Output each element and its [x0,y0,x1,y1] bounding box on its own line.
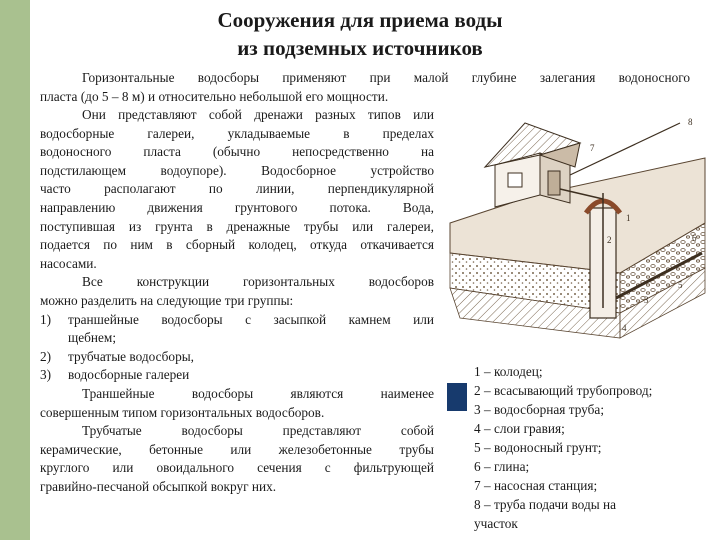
list-text-continued: щебнем; [68,330,117,346]
title-line-2: из подземных источников [237,36,483,60]
paragraph-trench [40,385,434,422]
figure-label: 1 [626,213,631,223]
legend-item: 5 – водоносный грунт; [474,440,602,455]
list-item [40,311,434,330]
intro-line-2: пласта (до 5 – 8 м) и относительно небольшой его мощности. [40,88,389,104]
text-line: Трубчатые водосборы представляют собой [82,423,434,439]
legend-item: 3 – водосборная труба; [474,402,605,417]
list-number: 3) [40,367,52,383]
figure-label: 6 [692,233,697,243]
list-text: водосборные галереи [68,367,190,383]
well-cross-section-illustration [440,103,715,353]
text-line: водоносного пласта (обычно непосредственно на [40,144,434,160]
list-item [40,348,434,367]
title-line-1: Сооружения для приема воды [217,8,503,32]
text-line: насосами. [40,255,97,271]
legend-marker [447,383,467,411]
text-line: поступившая из грунта в дренажные трубы или галереи, [40,218,434,234]
text-line: гравийно-песчаной обсыпкой вокруг них. [40,478,277,494]
list-number: 2) [40,348,52,364]
page-title [40,6,680,62]
text-line: можно разделить на следующие три группы: [40,292,294,308]
figure-label: 4 [622,323,627,333]
door-icon [548,171,560,195]
window-icon [508,173,522,187]
body-text-column [40,106,434,496]
paragraph-drains [40,106,434,273]
text-line: совершенным типом горизонтальных водосборов. [40,404,325,420]
intro-paragraph [40,69,690,106]
legend-item: 6 – глина; [474,459,530,474]
text-line: Все конструкции горизонтальных водосборов [82,274,434,290]
text-line: подается по ним в сборный колодец, откуда откачивается [40,237,434,253]
text-line: круглого или овоидального сечения с фильтрующей [40,460,434,476]
intro-line-1: Горизонтальные водосборы применяют при малой глубине залегания водоносного [82,70,690,85]
legend-item: участок [474,516,518,531]
figure-legend [474,362,714,533]
text-line: Они представляют собой дренажи разных типов или [82,107,434,122]
list-text: траншейные водосборы с засыпкой камнем или [68,311,434,327]
text-line: керамические, бетонные или железобетонные трубы [40,441,434,457]
text-line: часто располагают по линии, перпендикулярной [40,181,434,197]
text-line: подстилающем водоупоре). Водосборное устройство [40,162,434,178]
figure-label: 7 [590,143,595,153]
text-line: направлению движения грунтового потока. Вода, [40,199,434,215]
groups-list [40,311,434,385]
figure-label: 2 [607,235,612,245]
text-line: водосборные галереи, укладываемые в пределах [40,125,434,141]
paragraph-groups-intro [40,273,434,310]
list-item [40,366,434,385]
left-accent-band [0,0,30,540]
legend-item: 4 – слои гравия; [474,421,565,436]
figure-label: 5 [678,280,683,290]
legend-item: 7 – насосная станция; [474,478,598,493]
legend-item: 8 – труба подачи воды на [474,497,616,512]
legend-item: 1 – колодец; [474,364,543,379]
figure-label: 8 [688,117,693,127]
paragraph-tubular [40,422,434,496]
text-line: Траншейные водосборы являются наименее [82,385,434,401]
legend-item: 2 – всасывающий трубопровод; [474,383,653,398]
list-number: 1) [40,311,52,327]
list-text: трубчатые водосборы, [68,348,194,364]
figure-label: 3 [644,295,649,305]
